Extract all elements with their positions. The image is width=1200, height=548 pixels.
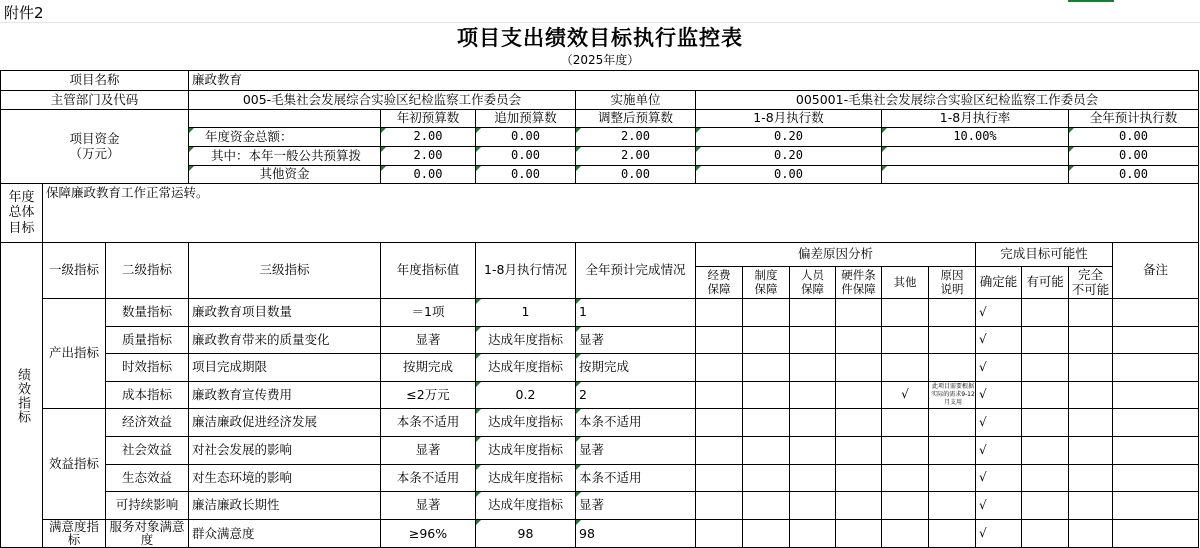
row-certain-check[interactable]: √ [975,464,1021,491]
row-impossible[interactable] [1068,519,1112,548]
row-dev-empty[interactable] [695,408,742,436]
row-reason[interactable] [928,408,975,436]
row-dev-empty[interactable] [789,519,835,548]
row-reason[interactable] [928,298,975,326]
row-level2[interactable]: 成本指标 [105,381,188,408]
row-dev-empty[interactable] [835,326,881,353]
row-dev-empty[interactable] [695,298,742,326]
funds-value[interactable]: 10.00% [881,127,1068,146]
row-dev-empty[interactable] [835,298,881,326]
row-forecast[interactable]: 显著 [575,491,695,519]
row-remark[interactable] [1112,381,1198,408]
row-possible[interactable] [1021,298,1068,326]
row-possible[interactable] [1021,326,1068,353]
row-level3[interactable]: 对社会发展的影响 [188,436,380,464]
row-level3[interactable]: 项目完成期限 [188,353,380,381]
row-certain-check[interactable]: √ [975,353,1021,381]
row-remark[interactable] [1112,326,1198,353]
group-benefit[interactable]: 效益指标 [42,408,105,519]
row-annual[interactable]: ≥96% [380,519,475,548]
row-forecast[interactable]: 显著 [575,326,695,353]
row-forecast[interactable]: 按期完成 [575,353,695,381]
header-level1[interactable]: 一级指标 [42,242,105,298]
row-impossible[interactable] [1068,353,1112,381]
row-forecast[interactable]: 本条不适用 [575,408,695,436]
row-exec[interactable]: 达成年度指标 [475,353,575,381]
row-dev-empty[interactable] [789,464,835,491]
row-dev-empty[interactable] [742,436,789,464]
funds-value[interactable]: 0.00 [475,146,575,165]
funds-value[interactable]: 0.00 [475,165,575,183]
row-dev-empty[interactable] [789,436,835,464]
header-exec[interactable]: 1-8月执行情况 [475,242,575,298]
header-remark[interactable]: 备注 [1112,242,1198,298]
row-dev-empty[interactable] [742,298,789,326]
row-annual[interactable]: 显著 [380,436,475,464]
header-dev-5[interactable]: 其他 [881,266,928,298]
funds-row-label[interactable]: 其中：本年一般公共预算拨 [188,146,380,165]
row-dev-empty[interactable] [742,408,789,436]
row-certain-check[interactable]: √ [975,298,1021,326]
row-other[interactable] [881,408,928,436]
funds-value[interactable]: 2.00 [575,146,695,165]
row-exec[interactable]: 98 [475,519,575,548]
header-poss-3[interactable]: 完全 不可能 [1068,266,1112,298]
funds-header-5[interactable]: 1-8月执行率 [881,109,1068,127]
row-certain-check[interactable]: √ [975,436,1021,464]
row-forecast[interactable]: 98 [575,519,695,548]
dept-label[interactable]: 主管部门及代码 [0,90,188,109]
row-level2[interactable]: 质量指标 [105,326,188,353]
header-dev-3[interactable]: 人员 保障 [789,266,835,298]
funds-header-1[interactable]: 年初预算数 [380,109,475,127]
header-annual[interactable]: 年度指标值 [380,242,475,298]
row-level3[interactable]: 廉政教育项目数量 [188,298,380,326]
row-dev-empty[interactable] [835,519,881,548]
funds-value[interactable]: 2.00 [380,127,475,146]
funds-header-2[interactable]: 追加预算数 [475,109,575,127]
attachment-label: 附件2 [4,4,44,22]
row-dev-empty[interactable] [835,381,881,408]
row-annual[interactable]: 按期完成 [380,353,475,381]
header-poss-2[interactable]: 有可能 [1021,266,1068,298]
dept-value[interactable]: 005-毛集社会发展综合实验区纪检监察工作委员会 [188,90,575,109]
row-remark[interactable] [1112,298,1198,326]
row-possible[interactable] [1021,491,1068,519]
row-remark[interactable] [1112,464,1198,491]
row-annual[interactable]: 显著 [380,326,475,353]
funds-value[interactable]: 0.00 [475,127,575,146]
funds-header-blank[interactable] [188,109,380,127]
funds-value[interactable]: 0.00 [575,165,695,183]
row-reason[interactable] [928,464,975,491]
row-dev-empty[interactable] [835,464,881,491]
row-level2[interactable]: 经济效益 [105,408,188,436]
funds-value[interactable] [881,165,1068,183]
row-reason[interactable] [928,519,975,548]
row-dev-empty[interactable] [789,381,835,408]
row-level3[interactable]: 对生态环境的影响 [188,464,380,491]
row-remark[interactable] [1112,353,1198,381]
row-exec[interactable]: 1 [475,298,575,326]
row-annual[interactable]: 显著 [380,491,475,519]
row-dev-empty[interactable] [789,326,835,353]
header-dev-6[interactable]: 原因 说明 [928,266,975,298]
row-other[interactable] [881,298,928,326]
row-other[interactable] [881,353,928,381]
row-other[interactable] [881,491,928,519]
row-level2[interactable]: 服务对象满意度 [105,519,188,548]
row-exec[interactable]: 达成年度指标 [475,491,575,519]
row-level3[interactable]: 廉政教育带来的质量变化 [188,326,380,353]
row-exec[interactable]: 达成年度指标 [475,326,575,353]
row-annual[interactable]: 本条不适用 [380,408,475,436]
row-certain-check[interactable]: √ [975,381,1021,408]
project-name-label[interactable]: 项目名称 [0,70,188,90]
row-level3[interactable]: 廉洁廉政长期性 [188,491,380,519]
header-dev-4[interactable]: 硬件条 件保障 [835,266,881,298]
row-dev-empty[interactable] [695,326,742,353]
row-dev-empty[interactable] [742,353,789,381]
row-reason[interactable] [928,491,975,519]
table-right-border [1198,70,1199,548]
funds-value[interactable]: 0.00 [1068,127,1198,146]
funds-value[interactable]: 2.00 [380,146,475,165]
row-level2[interactable]: 数量指标 [105,298,188,326]
row-possible[interactable] [1021,436,1068,464]
row-impossible[interactable] [1068,436,1112,464]
funds-header-4[interactable]: 1-8月执行数 [695,109,881,127]
header-level2[interactable]: 二级指标 [105,242,188,298]
row-dev-empty[interactable] [789,491,835,519]
funds-value[interactable]: 0.00 [380,165,475,183]
row-possible[interactable] [1021,408,1068,436]
row-dev-empty[interactable] [789,298,835,326]
row-dev-empty[interactable] [695,519,742,548]
row-dev-empty[interactable] [789,353,835,381]
row-reason[interactable] [928,326,975,353]
perf-side-label[interactable]: 绩效指标 [0,242,42,548]
row-level2[interactable]: 可持续影响 [105,491,188,519]
funds-value[interactable]: 2.00 [575,127,695,146]
row-forecast[interactable]: 1 [575,298,695,326]
funds-value[interactable]: 0.20 [695,146,881,165]
sheet-title: 项目支出绩效目标执行监控表 [457,26,743,50]
row-level3[interactable]: 群众满意度 [188,519,380,548]
row-possible[interactable] [1021,381,1068,408]
row-annual[interactable]: 本条不适用 [380,464,475,491]
funds-value[interactable]: 0.00 [695,165,881,183]
funds-label[interactable]: 项目资金 （万元） [0,109,188,183]
row-dev-empty[interactable] [835,353,881,381]
row-dev-empty[interactable] [695,464,742,491]
column-selection-indicator [1068,0,1114,2]
row-impossible[interactable] [1068,381,1112,408]
header-dev-1[interactable]: 经费 保障 [695,266,742,298]
row-dev-empty[interactable] [789,408,835,436]
row-exec[interactable]: 达成年度指标 [475,464,575,491]
row-level3[interactable]: 廉政教育宣传费用 [188,381,380,408]
row-remark[interactable] [1112,436,1198,464]
row-dev-empty[interactable] [695,381,742,408]
funds-value[interactable]: 0.00 [1068,146,1198,165]
funds-value[interactable]: 0.00 [1068,165,1198,183]
row-dev-empty[interactable] [835,491,881,519]
funds-row-label[interactable]: 其他资金 [188,165,380,183]
row-possible[interactable] [1021,353,1068,381]
row-dev-empty[interactable] [835,408,881,436]
row-dev-empty[interactable] [742,464,789,491]
row-level2[interactable]: 社会效益 [105,436,188,464]
funds-header-3[interactable]: 调整后预算数 [575,109,695,127]
row-other[interactable] [881,436,928,464]
row-reason[interactable]: 此项目需要根据实际的需求9-12月支用 [928,381,975,408]
row-possible[interactable] [1021,519,1068,548]
row-forecast[interactable]: 本条不适用 [575,464,695,491]
row-exec[interactable]: 达成年度指标 [475,408,575,436]
funds-value[interactable] [881,146,1068,165]
row-dev-empty[interactable] [835,436,881,464]
funds-header-6[interactable]: 全年预计执行数 [1068,109,1198,127]
header-forecast[interactable]: 全年预计完成情况 [575,242,695,298]
row-certain-check[interactable]: √ [975,326,1021,353]
row-annual[interactable]: ≤2万元 [380,381,475,408]
group-output[interactable]: 产出指标 [42,298,105,408]
row-impossible[interactable] [1068,464,1112,491]
project-name-value[interactable]: 廉政教育 [188,70,1198,90]
row-forecast[interactable]: 2 [575,381,695,408]
row-certain-check[interactable]: √ [975,519,1021,548]
row-remark[interactable] [1112,408,1198,436]
row-possible[interactable] [1021,464,1068,491]
header-dev-2[interactable]: 制度 保障 [742,266,789,298]
funds-value[interactable]: 0.20 [695,127,881,146]
header-deviation[interactable]: 偏差原因分析 [695,242,975,266]
row-reason[interactable] [928,353,975,381]
row-other[interactable] [881,464,928,491]
impl-unit-value[interactable]: 005001-毛集社会发展综合实验区纪检监察工作委员会 [695,90,1198,109]
row-other[interactable]: √ [881,381,928,408]
row-impossible[interactable] [1068,491,1112,519]
row-exec[interactable]: 0.2 [475,381,575,408]
impl-unit-label[interactable]: 实施单位 [575,90,695,109]
row-forecast[interactable]: 显著 [575,436,695,464]
row-dev-empty[interactable] [742,326,789,353]
row-impossible[interactable] [1068,298,1112,326]
annual-goal-text[interactable]: 保障廉政教育工作正常运转。 [42,183,1198,242]
row-remark[interactable] [1112,519,1198,548]
row-remark[interactable] [1112,491,1198,519]
row-level2[interactable]: 时效指标 [105,353,188,381]
row-reason[interactable] [928,436,975,464]
header-level3[interactable]: 三级指标 [188,242,380,298]
row-certain-check[interactable]: √ [975,491,1021,519]
sheet-subtitle: （2025年度） [560,53,640,67]
row-annual[interactable]: ＝1项 [380,298,475,326]
funds-row-label[interactable]: 年度资金总额： [188,127,380,146]
header-poss-1[interactable]: 确定能 [975,266,1021,298]
group-satisfaction[interactable]: 满意度指标 [42,519,105,548]
row-dev-empty[interactable] [695,436,742,464]
row-other[interactable] [881,519,928,548]
row-impossible[interactable] [1068,408,1112,436]
row-dev-empty[interactable] [742,381,789,408]
row-dev-empty[interactable] [742,519,789,548]
row-dev-empty[interactable] [742,491,789,519]
row-other[interactable] [881,326,928,353]
row-exec[interactable]: 达成年度指标 [475,436,575,464]
annual-goal-label[interactable]: 年度总体目标 [0,183,42,242]
row-dev-empty[interactable] [695,353,742,381]
row-dev-empty[interactable] [695,491,742,519]
row-impossible[interactable] [1068,326,1112,353]
header-possibility[interactable]: 完成目标可能性 [975,242,1112,266]
row-level3[interactable]: 廉洁廉政促进经济发展 [188,408,380,436]
row-level2[interactable]: 生态效益 [105,464,188,491]
row-certain-check[interactable]: √ [975,408,1021,436]
